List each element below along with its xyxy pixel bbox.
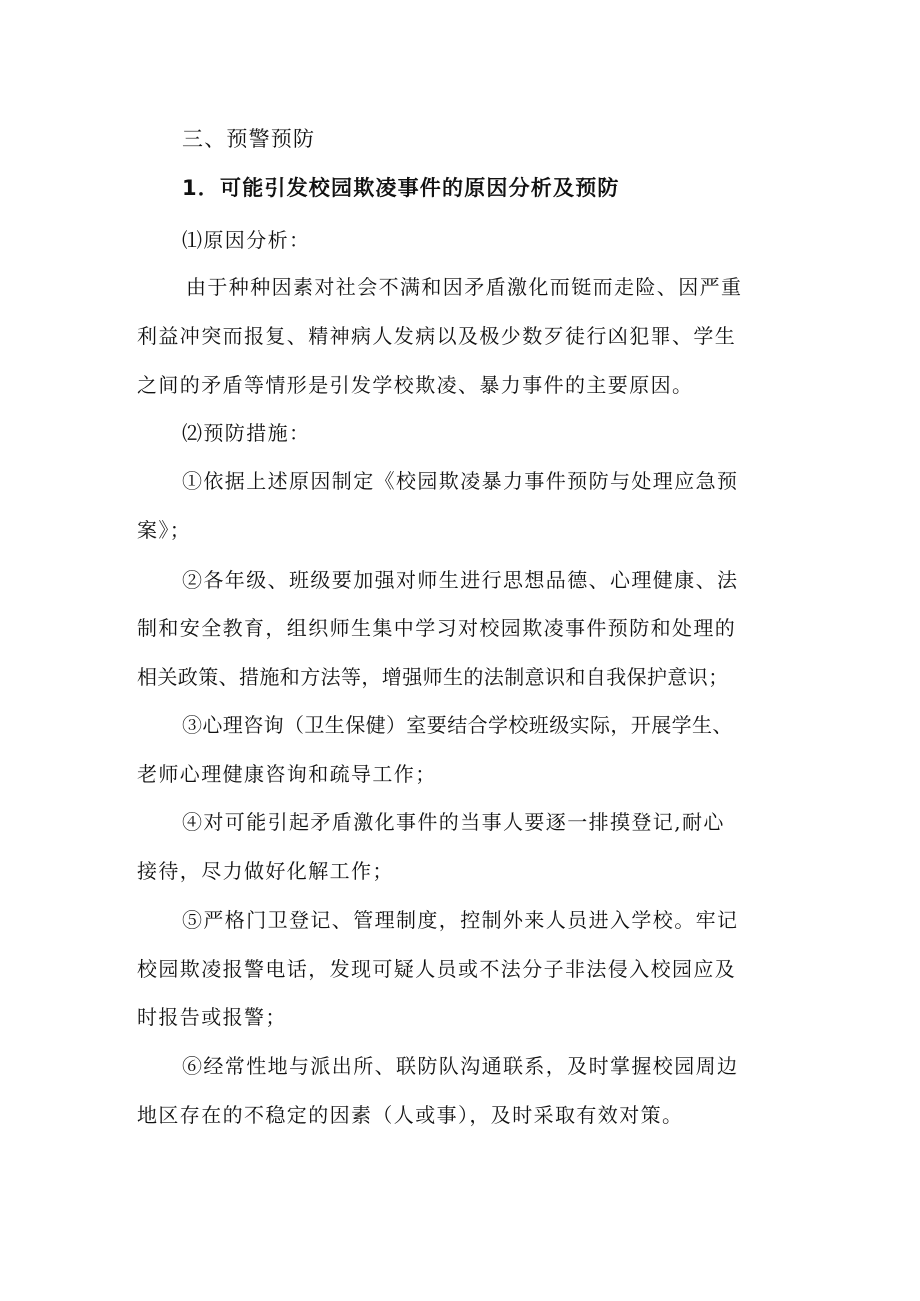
measure-2-line: 制和安全教育，组织师生集中学习对校园欺凌事件预防和处理的 xyxy=(137,616,737,640)
measure-6-line: ⑥经常性地与派出所、联防队沟通联系，及时掌握校园周边 xyxy=(182,1054,739,1078)
measure-5-line: 时报告或报警； xyxy=(137,1005,287,1029)
measure-3-line: 老师心理健康咨询和疏导工作； xyxy=(137,762,437,786)
measure-5-line: ⑤严格门卫登记、管理制度，控制外来人员进入学校。牢记 xyxy=(182,908,739,932)
cause-text-line: 利益冲突而报复、精神病人发病以及极少数歹徒行凶犯罪、学生 xyxy=(137,324,737,348)
measure-2-line: ②各年级、班级要加强对师生进行思想品德、心理健康、法 xyxy=(182,568,739,592)
measure-2-line: 相关政策、措施和方法等，增强师生的法制意识和自我保护意识； xyxy=(137,665,729,689)
measure-4-line: ④对可能引起矛盾激化事件的当事人要逐一排摸登记,耐心 xyxy=(182,810,725,834)
measure-1-line: 案》； xyxy=(137,518,192,542)
section-title: 三、预警预防 xyxy=(182,127,316,151)
measure-1-line: ①依据上述原因制定《校园欺凌暴力事件预防与处理应急预 xyxy=(182,469,739,493)
cause-text-line: 之间的矛盾等情形是引发学校欺凌、暴力事件的主要原因。 xyxy=(137,373,694,397)
measure-5-line: 校园欺凌报警电话，发现可疑人员或不法分子非法侵入校园应及 xyxy=(137,957,737,981)
subsection-title: 1．可能引发校园欺凌事件的原因分析及预防 xyxy=(182,176,620,200)
measure-6-line: 地区存在的不稳定的因素（人或事），及时采取有效对策。 xyxy=(137,1103,684,1127)
measure-3-line: ③心理咨询（卫生保健）室要结合学校班级实际，开展学生、 xyxy=(182,713,733,737)
cause-text-line: 由于种种因素对社会不满和因矛盾激化而铤而走险、因严重 xyxy=(186,275,743,299)
cause-heading: ⑴原因分析： xyxy=(182,228,311,252)
measure-4-line: 接待，尽力做好化解工作； xyxy=(137,859,394,883)
measures-heading: ⑵预防措施： xyxy=(182,421,311,445)
